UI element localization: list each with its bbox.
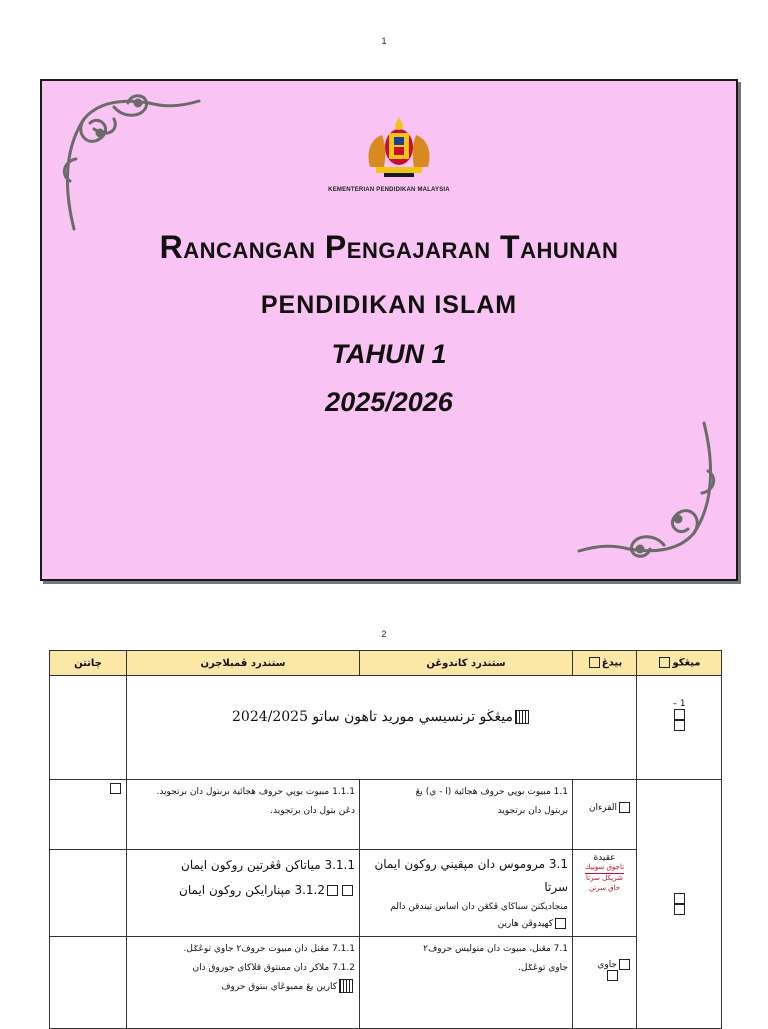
checkbox-icon — [674, 709, 685, 720]
subject-title: PENDIDIKAN ISLAM — [260, 291, 518, 319]
table-row — [50, 676, 722, 780]
header-note: چاتتن — [50, 651, 127, 676]
note-cell — [50, 676, 127, 780]
checkbox-icon — [674, 904, 685, 915]
document-title: Rancangan Pengajaran Tahunan — [159, 229, 619, 265]
corner-ornament-top-left — [54, 89, 204, 239]
header-content-standard: ستندرد كاندوڠن — [360, 651, 573, 676]
note-cell — [50, 850, 127, 937]
cover-page — [40, 79, 738, 581]
table-row — [50, 936, 722, 1028]
checkbox-icon — [110, 783, 121, 794]
learning-standard-cell: 7.1.1 مڠنل دان مبيوت حروف٢ جاوي توڠݢل. 7.1.2 ملاكر دان ممنتوق قلاكاي جوروق دان كارين يڠ ممبوڠاي بنتوق حروف — [127, 936, 360, 1028]
learning-standard-cell: 1.1.1 مبيوت بوڽي حروف هجائية بربتول دان برتجويد. دڠن بتول دان برتجويد. — [127, 780, 360, 850]
checkbox-icon — [607, 970, 618, 981]
grid-icon — [339, 979, 353, 993]
checkbox-icon — [555, 918, 566, 929]
checkbox-icon — [619, 959, 630, 970]
checkbox-icon — [619, 802, 630, 813]
ministry-name: KEMENTERIAN PENDIDIKAN MALAYSIA — [328, 187, 450, 193]
field-cell: القرءان — [573, 780, 637, 850]
checkbox-icon — [674, 720, 685, 731]
header-field: بيدڠ — [573, 651, 637, 676]
field-cell: جاوي — [573, 936, 637, 1028]
week-number: 1 – — [672, 699, 686, 709]
content-standard-cell: 1.1 مبيوت بوڽي حروف هجائية (ا - ي) يڠ بربتول دان برتجويد — [360, 780, 573, 850]
note-cell — [50, 780, 127, 850]
content-standard-cell: 7.1 مڠنل، مبيوت دان منوليس حروف٢ جاوي توڠݢل. — [360, 936, 573, 1028]
lesson-plan-table — [49, 650, 722, 1029]
checkbox-icon — [589, 657, 600, 668]
table-header-row — [50, 651, 722, 676]
year-level: TAHUN 1 — [331, 339, 447, 369]
content-standard-cell: 3.1 مروموس دان مڽقيني روكون ايمان سرتا منجاديكنڽ سباڬاي ڤڬڠن دان اساس تيندقن دالم كهيدوڤن هارين — [360, 850, 573, 937]
grid-icon — [515, 710, 529, 724]
corner-ornament-bottom-right — [574, 413, 724, 563]
field-cell: عقيدة تاجوق سوبيك شريكل سرتا خاق سرتن — [573, 850, 637, 937]
transition-notice-cell — [127, 676, 637, 780]
checkbox-icon — [327, 885, 338, 896]
checkbox-icon — [342, 885, 353, 896]
note-cell — [50, 936, 127, 1028]
table-row — [50, 780, 722, 850]
page-number: 1 — [381, 36, 387, 46]
week-cell — [637, 780, 722, 1029]
header-learning-standard: ستندرد ڤمبلاجرن — [127, 651, 360, 676]
learning-standard-cell: 3.1.1 مياتاكن ڤڠرتين روكون ايمان 3.1.2 مڽنارايكن روكون ايمان — [127, 850, 360, 937]
table-row — [50, 850, 722, 937]
header-week: ميڠڬو — [637, 651, 722, 676]
transition-notice: ميڠڬو ترنسيسي موريد تاهون ساتو 2024/2025 — [232, 709, 513, 725]
page-number: 2 — [381, 629, 387, 639]
week-cell — [637, 676, 722, 780]
ministry-crest-logo — [356, 117, 442, 181]
academic-session: 2025/2026 — [325, 387, 453, 417]
checkbox-icon — [674, 893, 685, 904]
checkbox-icon — [659, 657, 670, 668]
